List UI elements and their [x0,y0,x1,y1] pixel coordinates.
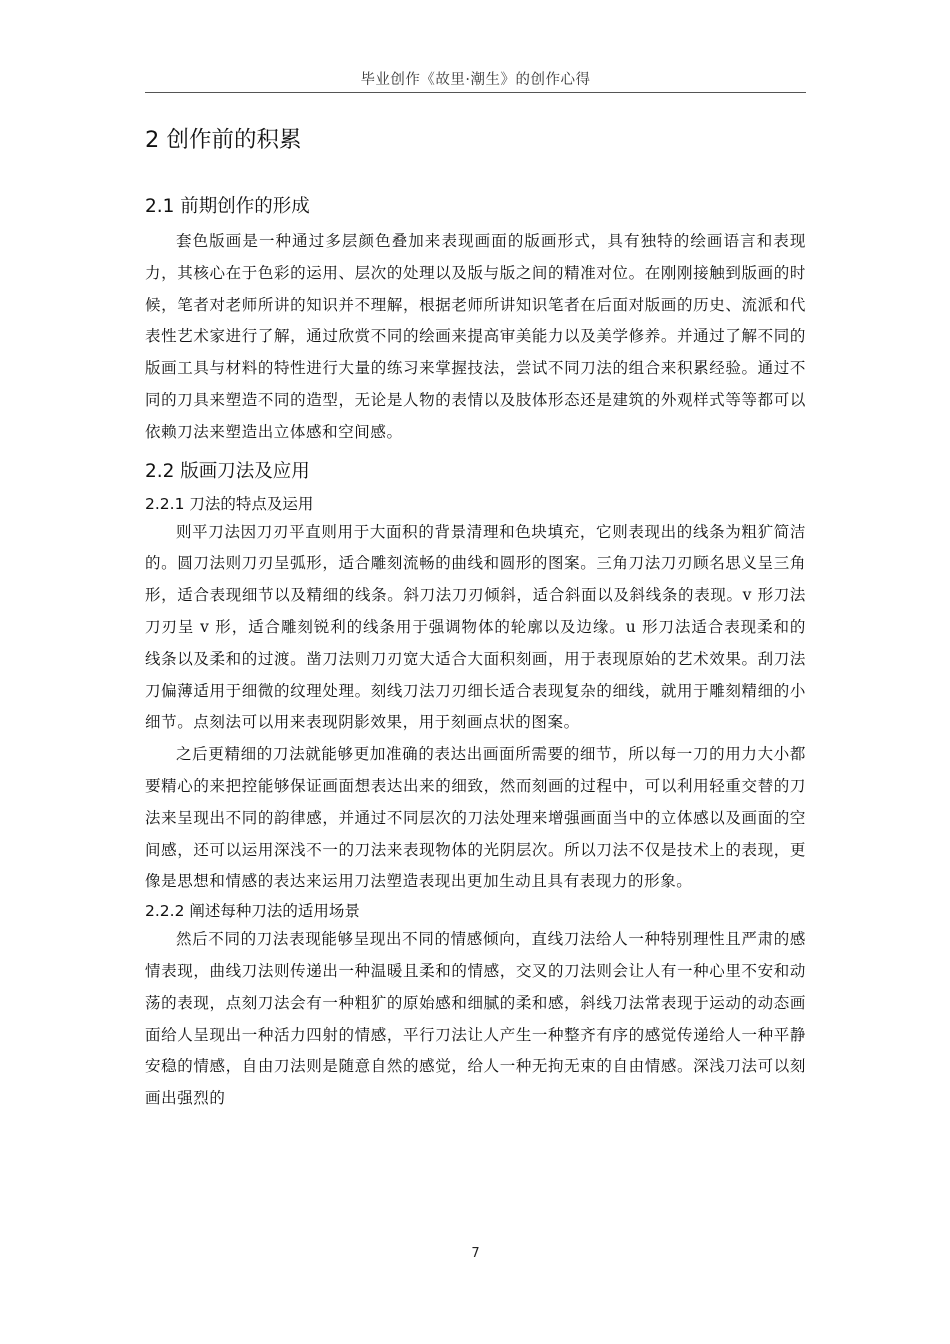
subsection-2-2-1-paragraph-2: 之后更精细的刀法就能够更加准确的表达出画面所需要的细节，所以每一刀的用力大小都要精心的来把控能够保证画面想表达出来的细致，然而刻画的过程中，可以利用轻重交替的刀法来呈现出不同的韵律感，并通过不同层次的刀法处理来增强画面当中的立体感以及画面的空间感，还可以运用深浅不一的刀法来表现物体的光阴层次。所以刀法不仅是技术上的表现，更像是思想和情感的表达来运用刀法塑造表现出更加生动且具有表现力的形象。 [145,745,806,891]
running-header: 毕业创作《故里·潮生》的创作心得 [360,72,591,88]
subsection-2-2-1-paragraph-1: 则平刀法因刀刃平直则用于大面积的背景清理和色块填充，它则表现出的线条为粗犷简洁的。圆刀法则刀刃呈弧形，适合雕刻流畅的曲线和圆形的图案。三角刀法刀刃顾名思义呈三角形，适合表现细节以及精细的线条。斜刀法刀刃倾斜，适合斜面以及斜线条的表现。v 形刀法刀刃呈 v 形，适合雕刻锐利的线条用于强调物体的轮廓以及边缘。u 形刀法适合表现柔和的线条以及柔和的过渡。凿刀法则刀刃宽大适合大面积刻画，用于表现原始的艺术效果。刮刀法刀偏薄适用于细微的纹理处理。刻线刀法刀刃细长适合表现复杂的细线，就用于雕刻精细的小细节。点刻法可以用来表现阴影效果，用于刻画点状的图案。 [145,522,806,732]
page-number: 7 [471,1246,480,1261]
section-2-1-paragraph: 套色版画是一种通过多层颜色叠加来表现画面的版画形式，具有独特的绘画语言和表现力，其核心在于色彩的运用、层次的处理以及版与版之间的精准对位。在刚刚接触到版画的时候，笔者对老师所讲的知识并不理解，根据老师所讲知识笔者在后面对版画的历史、流派和代表性艺术家进行了解，通过欣赏不同的绘画来提高审美能力以及美学修养。并通过了解不同的版画工具与材料的特性进行大量的练习来掌握技法，尝试不同刀法的组合来积累经验。通过不同的刀具来塑造不同的造型，无论是人物的表情以及肢体形态还是建筑的外观样式等等都可以依赖刀法来塑造出立体感和空间感。 [145,232,806,441]
page-body [145,118,806,1115]
subsection-heading-2-2-1: 2.2.1 刀法的特点及运用 [145,494,314,513]
section-heading-2-1: 2.1 前期创作的形成 [145,196,310,217]
section-heading-2-2: 2.2 版画刀法及应用 [145,460,310,482]
subsection-heading-2-2-2: 2.2.2 阐述每种刀法的适用场景 [145,902,360,921]
chapter-title: 2 创作前的积累 [145,127,302,153]
subsection-2-2-2-paragraph: 然后不同的刀法表现能够呈现出不同的情感倾向，直线刀法给人一种特别理性且严肃的感情表现，曲线刀法则传递出一种温暖且柔和的情感，交叉的刀法则会让人有一种心里不安和动荡的表现，点刻刀法会有一种粗犷的原始感和细腻的柔和感，斜线刀法常表现于运动的动态画面给人呈现出一种活力四射的情感，平行刀法让人产生一种整齐有序的感觉传递给人一种平静安稳的情感，自由刀法则是随意自然的感觉，给人一种无拘无束的自由情感。深浅刀法可以刻画出强烈的 [145,930,806,1108]
header-divider [145,92,806,93]
